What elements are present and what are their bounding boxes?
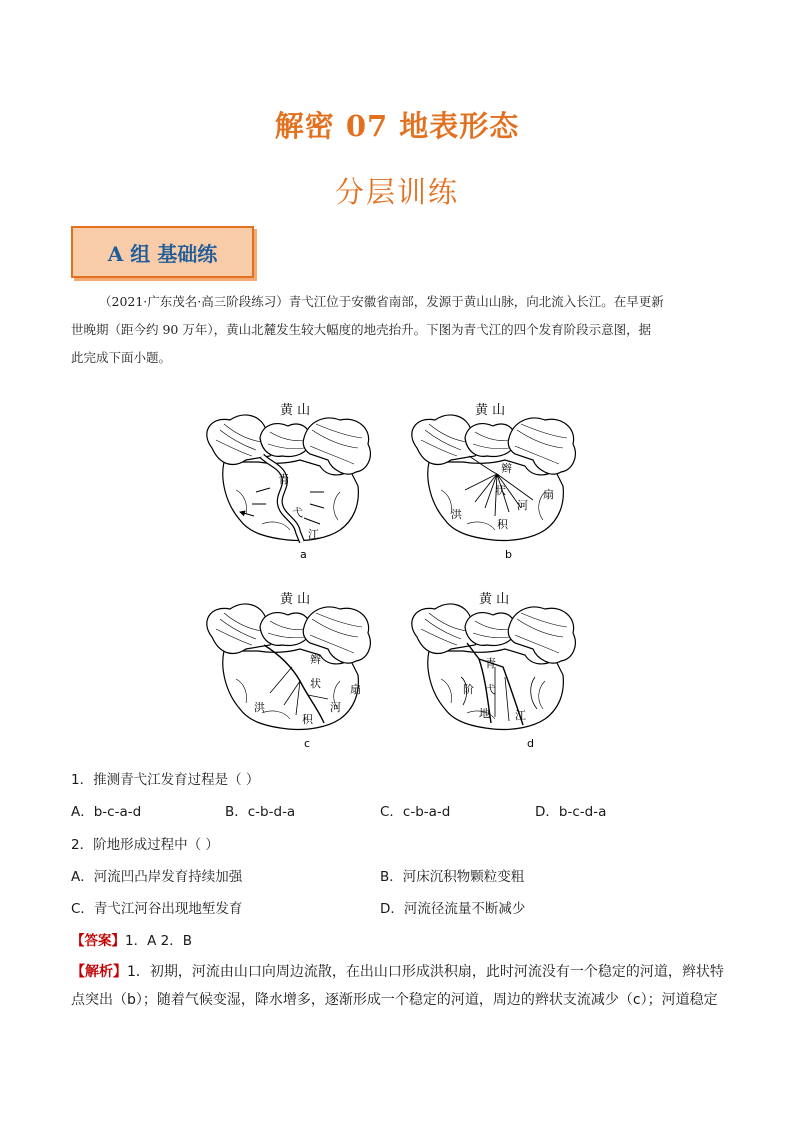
question-intro: [71, 288, 721, 372]
map-c-char-hong: 洪: [254, 701, 265, 714]
group-a-label: A 组 基础练: [107, 241, 218, 266]
question-2-option-d: D．河流径流量不断减少: [380, 901, 526, 917]
question-1-option-d: D．b-c-d-a: [535, 804, 607, 820]
analysis-block: [71, 958, 731, 1014]
map-d-char-jie: 阶: [463, 683, 474, 696]
question-1-option-c: C．c-b-a-d: [380, 804, 451, 820]
answer-tag: 【答案】: [71, 933, 125, 949]
question-1-stem: 1．推测青弋江发育过程是（ ）: [71, 772, 260, 788]
answer-line: [71, 929, 192, 949]
map-c-char-shan: 扇: [350, 683, 361, 696]
map-d-char-di: 地: [479, 707, 490, 720]
map-d: [412, 592, 576, 750]
river-stage-figure: [200, 390, 600, 755]
analysis-line-1: 1．初期，河流由山口向周边流散，在出山口形成洪积扇，此时河流没有一个稳定的河道，辫状特: [127, 964, 724, 980]
map-c-char-zhuang: 状: [310, 677, 321, 690]
map-a-mountain-label: 黄 山: [280, 403, 311, 418]
map-b-caption: b: [505, 548, 512, 561]
map-c-char-he: 河: [330, 701, 341, 714]
question-2-stem: 2．阶地形成过程中（ ）: [71, 837, 219, 853]
map-c-char-bian: 辫: [310, 653, 321, 666]
map-d-caption: d: [527, 737, 534, 750]
map-b-char-bian: 辫: [501, 462, 512, 475]
map-b-char-ji: 积: [497, 518, 508, 531]
map-b: [412, 403, 576, 561]
question-1-option-b: B．c-b-d-a: [225, 804, 296, 820]
question-2-option-b: B．河床沉积物颗粒变粗: [380, 869, 525, 885]
map-d-mountain-label: 黄 山: [479, 592, 510, 607]
question-2-option-a: A．河流凹凸岸发育持续加强: [71, 869, 243, 885]
map-b-char-hong: 洪: [451, 508, 462, 521]
page-title: 解密 07 地表形态: [274, 109, 520, 143]
map-c-char-ji: 积: [302, 713, 313, 726]
page-subtitle: 分层训练: [334, 175, 459, 209]
group-a-banner: [71, 226, 254, 278]
analysis-line-2: 点突出（b）；随着气候变湿，降水增多，逐渐形成一个稳定的河道，周边的辫状支流减少（c）；河道稳定: [71, 992, 718, 1008]
map-c: [207, 592, 371, 750]
map-b-char-shan: 扇: [543, 488, 554, 501]
map-c-caption: c: [304, 737, 311, 750]
map-b-mountain-label: 黄 山: [475, 403, 506, 418]
map-b-char-zhuang: 状: [495, 484, 506, 497]
question-1-option-a: A．b-c-a-d: [71, 804, 142, 820]
map-a-char-yi: 弋: [292, 506, 303, 519]
map-a-char-jiang: 江: [308, 528, 319, 541]
map-a-char-qing: 青: [278, 473, 289, 486]
question-2-option-c: C．青弋江河谷出现地堑发育: [71, 901, 243, 917]
map-a: [207, 403, 371, 561]
analysis-tag: 【解析】: [71, 964, 127, 980]
intro-line-2: 世晚期（距今约 90 万年），黄山北麓发生较大幅度的地壳抬升。下图为青弋江的四个发育阶段示意图，据: [71, 322, 652, 337]
map-b-char-he: 河: [517, 499, 528, 512]
map-a-caption: a: [300, 548, 307, 561]
intro-line-1: （2021·广东茂名·高三阶段练习）青弋江位于安徽省南部，发源于黄山山脉，向北流入长江。在早更新: [99, 294, 664, 309]
answer-text: 1．A 2．B: [125, 933, 192, 949]
map-d-char-yi: 弋: [485, 683, 496, 696]
map-d-char-jiang: 江: [515, 709, 526, 722]
intro-line-3: 此完成下面小题。: [71, 350, 172, 365]
map-c-mountain-label: 黄 山: [280, 592, 311, 607]
map-d-char-qing: 青: [485, 657, 496, 670]
